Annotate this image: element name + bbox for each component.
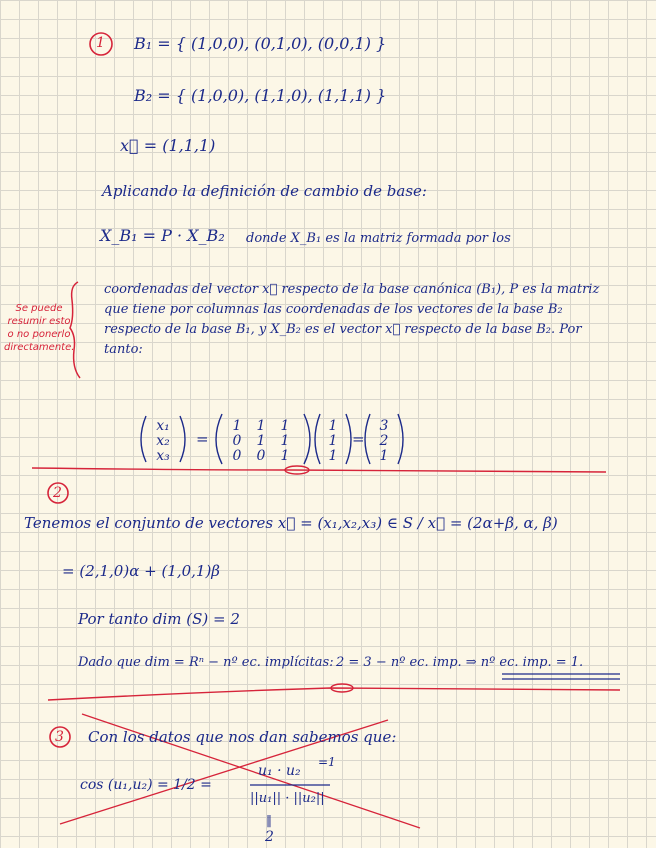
section3-number: 3 xyxy=(55,729,64,745)
side-note: Se puede resumir esto o no ponerlo directamente. xyxy=(4,303,75,353)
vec-right-paren xyxy=(346,414,351,464)
matrix-entry: 1 xyxy=(256,433,266,449)
res-right-paren xyxy=(398,414,403,464)
linear-combination: = (2,1,0)α + (1,0,1)β xyxy=(62,562,220,580)
matrix-entry: 1 xyxy=(280,433,290,449)
section1-number: 1 xyxy=(96,35,105,51)
lhs-left-paren xyxy=(141,416,146,462)
matrix-entry: 0 xyxy=(232,433,242,449)
norm-product: ||u₁|| · ||u₂|| xyxy=(250,791,325,806)
equals-sign: = xyxy=(352,430,365,448)
matrix-entry: 0 xyxy=(256,448,266,464)
result-entry: 3 xyxy=(379,418,389,434)
lhs-entry: x₁ xyxy=(156,418,170,434)
vec-left-paren xyxy=(315,414,320,464)
matrix-entry: 1 xyxy=(232,418,242,434)
vector-entry: 1 xyxy=(328,418,338,434)
lhs-entry: x₃ xyxy=(156,448,170,464)
vector-entry: 1 xyxy=(328,433,338,449)
section3-intro: Con los datos que nos dan sabemos que: xyxy=(88,728,397,746)
lhs-right-paren xyxy=(180,416,185,462)
matrix-entry: 1 xyxy=(280,448,290,464)
equals-sign: = xyxy=(196,430,209,448)
change-of-basis-formula: X_B₁ = P · X_B₂ xyxy=(100,226,225,245)
result-entry: 2 xyxy=(379,433,389,449)
basis-b1: B₁ = { (1,0,0), (0,1,0), (0,0,1) } xyxy=(134,34,387,53)
matrix-entry: 0 xyxy=(232,448,242,464)
intro-text: Aplicando la definición de cambio de base: xyxy=(102,182,427,200)
norm-value: 2 xyxy=(265,829,274,845)
vector-x: x⃗ = (1,1,1) xyxy=(120,136,216,155)
P-left-paren xyxy=(216,414,222,464)
dimension-relation: Dado que dim = Rⁿ − nº ec. implícitas: xyxy=(78,655,334,670)
equals-vertical: ‖ xyxy=(266,813,272,827)
result-entry: 1 xyxy=(379,448,389,464)
lhs-entry: x₂ xyxy=(156,433,170,449)
set-definition: Tenemos el conjunto de vectores x⃗ = (x₁,x₂,x₃) ∈ S / x⃗ = (2α+β, α, β) xyxy=(24,514,558,532)
cosine-equation: cos (u₁,u₂) = 1/2 = xyxy=(80,777,212,793)
dimension-result: Por tanto dim (S) = 2 xyxy=(78,610,240,628)
dot-product-value: =1 xyxy=(318,755,336,769)
separator-2 xyxy=(48,688,620,700)
res-left-paren xyxy=(365,414,370,464)
matrix-entry: 1 xyxy=(256,418,266,434)
separator-1 xyxy=(32,468,606,472)
implicit-equations-result: 2 = 3 − nº ec. imp. ⇒ nº ec. imp. = 1. xyxy=(336,655,584,670)
P-right-paren xyxy=(304,414,310,464)
matrix-entry: 1 xyxy=(280,418,290,434)
explanation-paragraph: coordenadas del vector x⃗ respecto de la base canónica (B₁), P es la matriz que tiene por columnas las coordenadas de los vectores de la base B₂ respecto de la base B₁, y X_B₂ es el vector x⃗ respecto de la base B₂. Por tanto: xyxy=(104,282,600,357)
section2-number: 2 xyxy=(53,485,62,501)
dot-product: u₁ · u₂ xyxy=(258,763,301,779)
formula-note: donde X_B₁ es la matriz formada por los xyxy=(246,231,511,246)
basis-b2: B₂ = { (1,0,0), (1,1,0), (1,1,1) } xyxy=(134,86,387,105)
vector-entry: 1 xyxy=(328,448,338,464)
